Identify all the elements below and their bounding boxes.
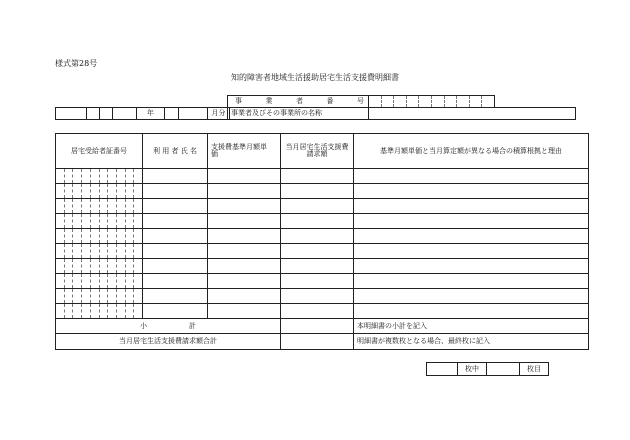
user-name-field[interactable]	[143, 199, 208, 214]
unit-price-field[interactable]	[208, 229, 281, 244]
table-row	[56, 304, 589, 319]
unit-price-field[interactable]	[208, 274, 281, 289]
user-name-field[interactable]	[143, 229, 208, 244]
reason-field[interactable]	[354, 304, 589, 319]
reason-field[interactable]	[354, 184, 589, 199]
sheet-no-label: 枚目	[520, 363, 549, 376]
sheet-of-label: 枚中	[458, 363, 487, 376]
year-digit-cell[interactable]	[87, 108, 100, 120]
cert-no-field[interactable]	[56, 214, 143, 229]
year-label: 年	[137, 108, 165, 120]
unit-price-field[interactable]	[208, 244, 281, 259]
header-cert-no: 居宅受給者証番号	[56, 134, 143, 169]
table-row	[56, 184, 589, 199]
total-note: 明細書が複数枚となる場合、最終枚に記入	[354, 334, 589, 350]
sheet-count-table	[426, 362, 549, 376]
table-row	[56, 214, 589, 229]
cert-no-field[interactable]	[56, 289, 143, 304]
table-row	[56, 274, 589, 289]
business-number-label: 事 業 者 番 号	[228, 96, 369, 108]
header-claim: 当月居宅生活支援費請求額	[281, 134, 354, 169]
reason-field[interactable]	[354, 259, 589, 274]
reason-field[interactable]	[354, 274, 589, 289]
business-name-label: 事業者及びその事業所の名称	[228, 108, 369, 120]
total-field[interactable]	[281, 334, 354, 350]
unit-price-field[interactable]	[208, 259, 281, 274]
user-name-field[interactable]	[143, 214, 208, 229]
reason-field[interactable]	[354, 169, 589, 184]
detail-table	[55, 133, 589, 350]
year-digit-cell[interactable]	[113, 108, 137, 120]
cert-no-field[interactable]	[56, 169, 143, 184]
table-row	[56, 259, 589, 274]
month-label: 月分	[208, 108, 230, 120]
table-row	[56, 199, 589, 214]
reason-field[interactable]	[354, 199, 589, 214]
claim-field[interactable]	[281, 169, 354, 184]
unit-price-field[interactable]	[208, 289, 281, 304]
user-name-field[interactable]	[143, 169, 208, 184]
table-row	[56, 229, 589, 244]
claim-field[interactable]	[281, 274, 354, 289]
claim-field[interactable]	[281, 289, 354, 304]
unit-price-field[interactable]	[208, 184, 281, 199]
unit-price-field[interactable]	[208, 199, 281, 214]
detail-rows	[56, 169, 589, 319]
era-cell[interactable]	[56, 108, 87, 120]
cert-no-field[interactable]	[56, 304, 143, 319]
user-name-field[interactable]	[143, 304, 208, 319]
month-digit-cell[interactable]	[165, 108, 179, 120]
subtotal-field[interactable]	[281, 319, 354, 334]
user-name-field[interactable]	[143, 244, 208, 259]
table-row	[56, 169, 589, 184]
cert-no-field[interactable]	[56, 274, 143, 289]
total-label: 当月居宅生活支援費請求額合計	[56, 334, 281, 350]
user-name-field[interactable]	[143, 184, 208, 199]
claim-field[interactable]	[281, 229, 354, 244]
cert-no-field[interactable]	[56, 199, 143, 214]
date-table	[55, 107, 230, 120]
table-row	[56, 244, 589, 259]
reason-field[interactable]	[354, 229, 589, 244]
business-name-field[interactable]	[369, 108, 576, 120]
business-number-field[interactable]	[369, 96, 495, 108]
claim-field[interactable]	[281, 304, 354, 319]
reason-field[interactable]	[354, 244, 589, 259]
cert-no-field[interactable]	[56, 229, 143, 244]
reason-field[interactable]	[354, 214, 589, 229]
claim-field[interactable]	[281, 214, 354, 229]
claim-field[interactable]	[281, 259, 354, 274]
table-row	[56, 289, 589, 304]
header-reason: 基準月額単価と当月算定額が異なる場合の積算根拠と理由	[354, 134, 589, 169]
unit-price-field[interactable]	[208, 169, 281, 184]
sheet-number-field[interactable]	[487, 363, 520, 376]
unit-price-field[interactable]	[208, 304, 281, 319]
year-digit-cell[interactable]	[100, 108, 113, 120]
claim-field[interactable]	[281, 244, 354, 259]
header-user-name: 利 用 者 氏 名	[143, 134, 208, 169]
cert-no-field[interactable]	[56, 259, 143, 274]
user-name-field[interactable]	[143, 289, 208, 304]
subtotal-note: 本明細書の小計を記入	[354, 319, 589, 334]
user-name-field[interactable]	[143, 274, 208, 289]
user-name-field[interactable]	[143, 259, 208, 274]
cert-no-field[interactable]	[56, 184, 143, 199]
cert-no-field[interactable]	[56, 244, 143, 259]
unit-price-field[interactable]	[208, 214, 281, 229]
header-unit-price: 支援費基準月額単 価	[208, 134, 281, 169]
subtotal-label: 小 計	[56, 319, 281, 334]
reason-field[interactable]	[354, 289, 589, 304]
month-digit-cell[interactable]	[179, 108, 208, 120]
form-title: 知的障害者地域生活援助居宅生活支援費明細書	[231, 73, 399, 82]
form-number: 様式第28号	[55, 59, 98, 68]
business-table	[227, 95, 576, 120]
total-sheets-field[interactable]	[427, 363, 458, 376]
claim-field[interactable]	[281, 184, 354, 199]
claim-field[interactable]	[281, 199, 354, 214]
